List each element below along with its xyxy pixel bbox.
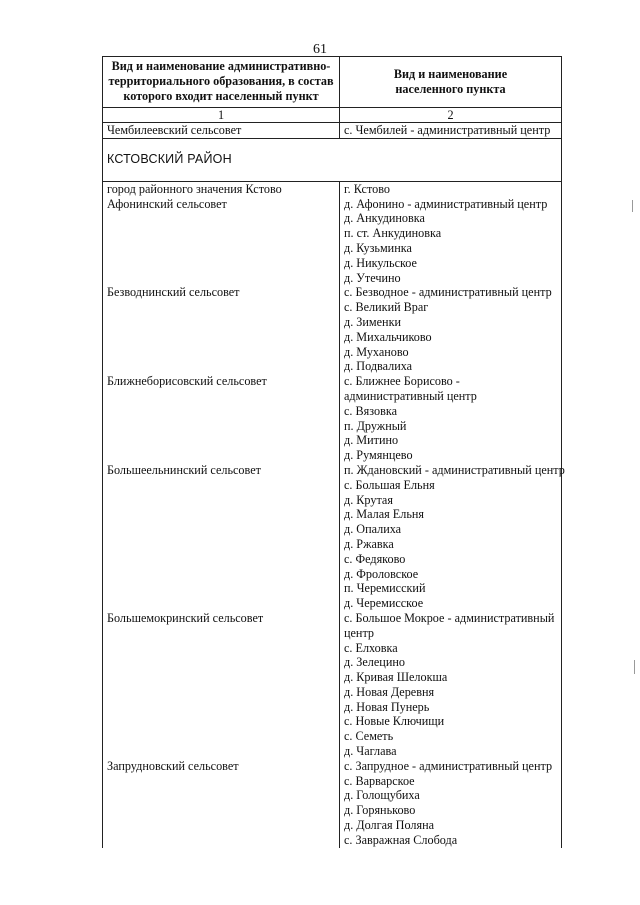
settlement-line: д. Муханово [344,344,409,359]
settlement-line: с. Новые Ключищи [344,714,445,729]
territory-line: город районного значения Кстово [107,181,282,196]
settlement-line: д. Кузьминка [344,240,412,255]
settlement-line: п. Дружный [344,418,407,433]
settlement-line: д. Утечино [344,270,401,285]
territory-line [107,685,335,700]
settlement-line: с. Варварское [344,773,415,788]
settlement-line: д. Никульское [344,255,417,270]
territory-line [107,537,335,552]
territory-line [107,714,335,729]
settlement-line: с. Великий Враг [344,300,429,315]
territory-line [107,211,335,226]
territory-line [107,567,335,582]
settlement-line: д. Опалиха [344,522,402,537]
settlement-line: д. Кривая Шелокша [344,670,448,685]
territory-line [107,404,335,419]
scan-edge-mark [634,660,635,674]
territory-line: Большемокринский сельсовет [107,610,264,625]
territory-line [107,596,335,611]
settlement-line: с. Ближнее Борисово - административный центр [344,374,477,403]
settlement-line: с. Федяково [344,551,406,566]
column-number-1: 1 [103,108,340,123]
settlement-line: д. Зелецино [344,655,405,670]
district-heading: КСТОВСКИЙ РАЙОН [103,138,562,181]
territory-line: Большеельнинский сельсовет [107,462,261,477]
territory-line [107,271,335,286]
settlement-list [340,181,565,847]
territory-line [107,744,335,759]
territory-line [107,552,335,567]
settlement-line: д. Чаглава [344,744,397,759]
settlement-line: д. Митино [344,433,399,448]
settlement-line: д. Новая Пунерь [344,699,430,714]
territory-line [107,433,335,448]
scan-edge-mark [632,200,633,212]
territory-line [107,389,335,404]
settlement-line: с. Завражная Слобода [344,832,458,847]
column-number-2: 2 [340,108,562,123]
territory-cell: Чембилеевский сельсовет [103,123,340,139]
settlement-line: п. Черемисский [344,581,426,596]
territory-line [107,507,335,522]
territory-line [107,581,335,596]
territory-line [107,493,335,508]
settlement-line: д. Анкудиновка [344,211,425,226]
column-header-settlement-text: Вид и наименование населенного пункта [393,67,508,96]
territory-line: Безводнинский сельсовет [107,285,240,300]
settlement-line: с. Семеть [344,729,394,744]
column-header-settlement [340,57,562,108]
settlement-line: д. Долгая Поляна [344,818,435,833]
settlement-line: д. Ржавка [344,536,394,551]
settlement-line: с. Вязовка [344,403,397,418]
territory-line [107,226,335,241]
territory-line [107,330,335,345]
settlement-line: д. Крутая [344,492,393,507]
territory-line [107,729,335,744]
column-number-row [103,108,562,123]
territory-line [107,241,335,256]
settlement-line: д. Зименки [344,314,402,329]
column-header-territory: Вид и наименование административно-территориального образования, в состав которого входит населенный пункт [103,57,340,108]
territory-line [107,478,335,493]
territory-line [107,300,335,315]
settlement-line: с. Большая Ельня [344,477,435,492]
territory-line [107,700,335,715]
settlement-line: с. Безводное - административный центр [344,285,552,300]
settlement-line: с. Большое Мокрое - административный центр [344,610,555,640]
territory-line [107,315,335,330]
settlement-line: д. Подвалиха [344,359,413,374]
territory-line [107,345,335,360]
territory-line [107,626,335,641]
page-number: 61 [313,42,327,57]
district-row [103,138,562,181]
settlement-line: д. Малая Ельня [344,507,425,522]
territory-line: Ближнеборисовский сельсовет [107,374,267,389]
settlement-line: д. Голощубиха [344,788,420,803]
territory-line [107,419,335,434]
settlement-line: д. Новая Деревня [344,684,435,699]
settlement-line: д. Румянцево [344,448,413,463]
settlement-line: п. ст. Анкудиновка [344,226,442,241]
territory-line [107,256,335,271]
settlement-line: д. Фроловское [344,566,419,581]
territory-line [107,359,335,374]
settlement-line: п. Ждановский - административный центр [344,462,565,477]
territory-line: Запрудновский сельсовет [107,758,239,773]
territory-line [107,448,335,463]
territory-list [103,181,340,847]
settlement-line: с. Елховка [344,640,398,655]
settlement-line: с. Запрудное - административный центр [344,758,553,773]
territory-line [107,670,335,685]
settlement-cell: с. Чембилей - административный центр [340,123,562,139]
territory-line [107,522,335,537]
table-row-list [103,181,562,847]
settlement-line: д. Михальчиково [344,329,432,344]
settlement-line: д. Афонино - административный центр [344,196,548,211]
settlement-line: д. Горяньково [344,803,416,818]
header-row [103,57,562,108]
settlements-table [102,56,565,848]
territory-line [107,655,335,670]
table-row [103,123,562,139]
territory-line [107,641,335,656]
settlement-line: д. Черемисское [344,596,424,611]
territory-line: Афонинский сельсовет [107,196,227,211]
settlement-line: г. Кстово [344,181,390,196]
